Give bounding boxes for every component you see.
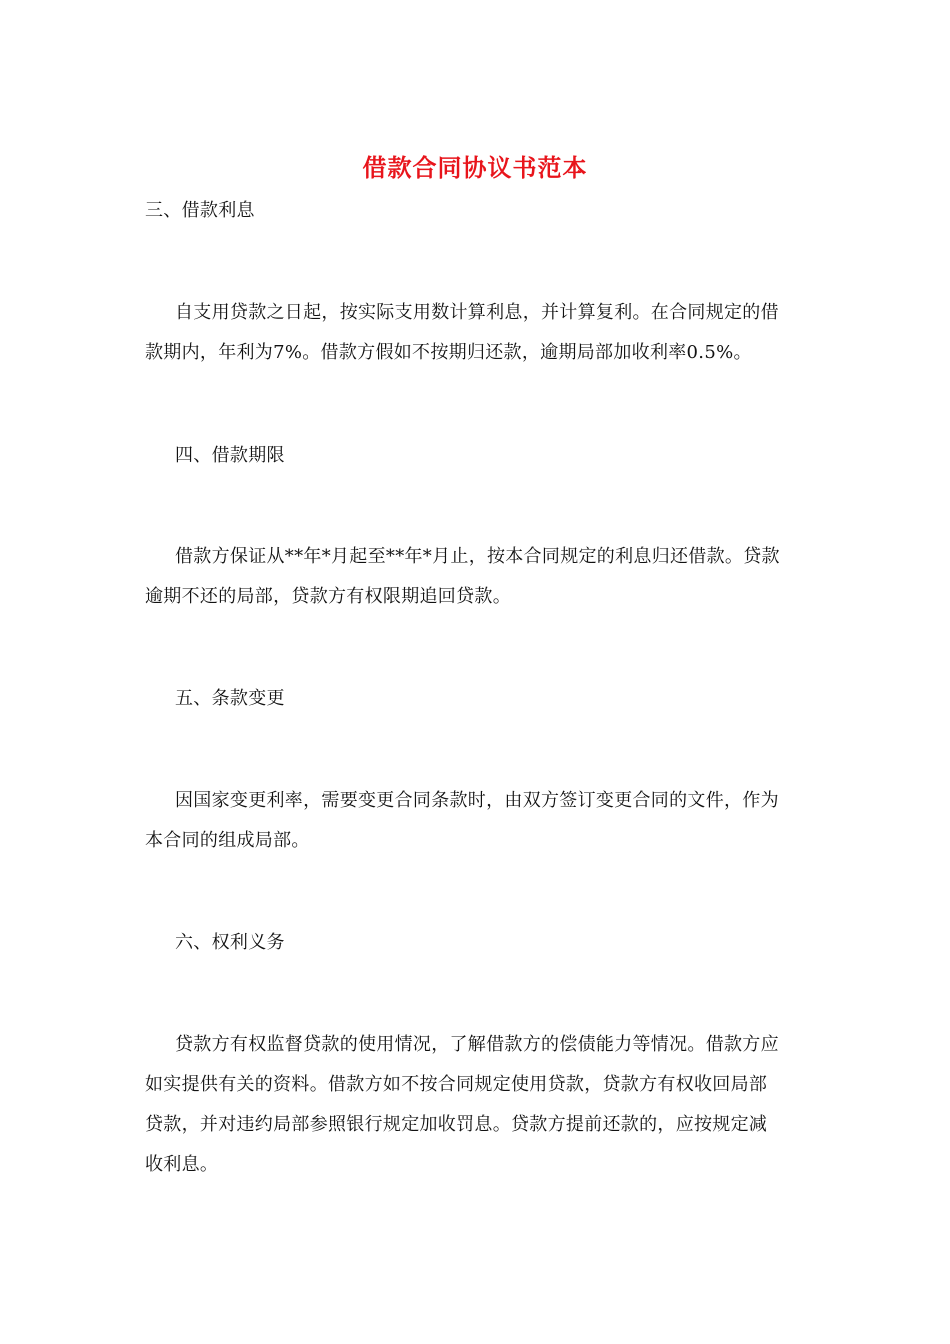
- section-body-interest: [145, 293, 810, 373]
- body-line: 借款方保证从**年*月起至**年*月止，按本合同规定的利息归还借款。贷款: [175, 546, 780, 567]
- body-line: 逾期不还的局部，贷款方有权限期追回贷款。: [145, 586, 511, 607]
- body-line: 如实提供有关的资料。借款方如不按合同规定使用贷款，贷款方有权收回局部: [145, 1074, 768, 1095]
- section-heading-change: 五、条款变更: [175, 688, 285, 709]
- body-line: 贷款，并对违约局部参照银行规定加收罚息。贷款方提前还款的，应按规定减: [145, 1114, 768, 1135]
- section-heading-rights: 六、权利义务: [175, 932, 285, 953]
- section-heading-term: 四、借款期限: [175, 445, 285, 466]
- body-line: 贷款方有权监督贷款的使用情况，了解借款方的偿债能力等情况。借款方应: [175, 1034, 779, 1055]
- body-line: 收利息。: [145, 1154, 219, 1175]
- body-line: 款期内，年利为7%。借款方假如不按期归还款，逾期局部加收利率0.5%。: [145, 342, 752, 363]
- section-body-term: [145, 537, 810, 617]
- section-body-rights: [145, 1025, 810, 1185]
- body-line: 自支用贷款之日起，按实际支用数计算利息，并计算复利。在合同规定的借: [175, 302, 779, 323]
- section-heading-interest: 三、借款利息: [145, 200, 255, 221]
- document-title: 借款合同协议书范本: [362, 153, 588, 182]
- body-line: 因国家变更利率，需要变更合同条款时，由双方签订变更合同的文件，作为: [175, 790, 779, 811]
- body-line: 本合同的组成局部。: [145, 830, 310, 851]
- section-body-change: [145, 781, 810, 861]
